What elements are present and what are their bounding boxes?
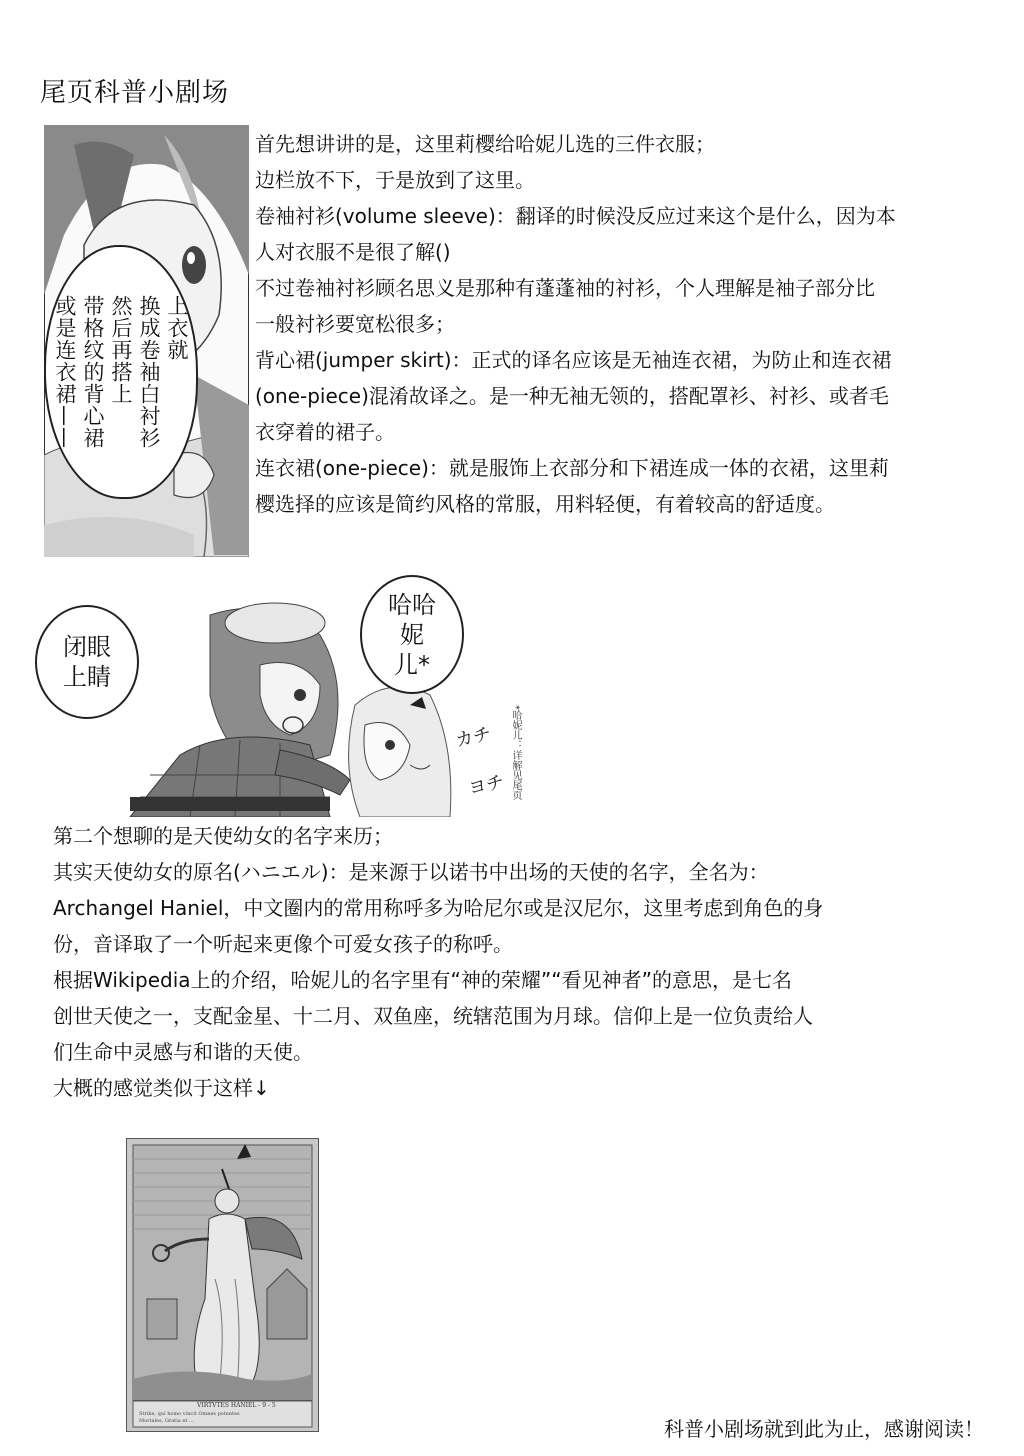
sfx-kachi: カチ [453,723,494,752]
name-line: 第二个想聊的是天使幼女的名字来历； [53,824,393,848]
bubble-text-col-4: 带格纹的背心裙 [81,295,105,449]
engraving-art [127,1139,318,1431]
intro-line: 不过卷袖衬衫顾名思义是那种有蓬蓬袖的衬衫，个人理解是袖子部分比 [255,276,875,300]
bubble-text-col-1: 上衣就 [165,295,189,361]
bubble-close-eyes-line-2: 上睛 [63,663,111,691]
engraving-caption: VIRTVTES HANIEL - 9 - 5 [197,1402,276,1409]
name-line: 创世天使之一，支配金星、十二月、双鱼座，统辖范围为月球。信仰上是一位负责给人 [53,1004,813,1028]
intro-line: 卷袖衬衫(volume sleeve)：翻译的时候没反应过来这个是什么，因为本 [255,204,896,228]
intro-line: 衣穿着的裙子。 [255,420,395,444]
manga-panel-outfit [44,125,249,557]
bubble-text-col-3: 然后再搭上 [109,295,133,405]
intro-line: 人对衣服不是很了解() [255,240,451,264]
engraving-image-haniel [126,1138,319,1432]
name-line: 们生命中灵感与和谐的天使。 [53,1040,313,1064]
bubble-close-eyes-line-1: 闭眼 [63,633,111,661]
engraving-inscription-1: Strike, qui homo vincit Omnes potentes [139,1411,240,1417]
bubble-haniel-line-3: 儿* [394,650,430,679]
name-line: Archangel Haniel，中文圈内的常用称呼多为哈尼尔或是汉尼尔，这里考虑到角色的身 [53,896,824,920]
intro-line: 一般衬衫要宽松很多； [255,312,455,336]
bubble-haniel-line-1: 哈哈 [388,590,436,619]
intro-line: 连衣裙(one-piece)：就是服饰上衣部分和下裙连成一体的衣裙，这里莉 [255,456,889,480]
bubble-haniel-line-2: 妮 [400,620,424,649]
intro-line: 边栏放不下，于是放到了这里。 [255,168,535,192]
speech-bubble-close-eyes [35,605,139,719]
intro-line: (one-piece)混淆故译之。是一种无袖无领的，搭配罩衫、衬衫、或者毛 [255,384,889,408]
name-line: 份，音译取了一个听起来更像个可爱女孩子的称呼。 [53,932,513,956]
speech-bubble-haniel [360,575,464,694]
bubble-text-col-5: 或是连衣裙—— [53,295,77,449]
name-line: 大概的感觉类似于这样↓ [53,1076,270,1100]
name-line: 其实天使幼女的原名(ハニエル)：是来源于以诺书中出场的天使的名字，全名为： [53,860,769,884]
speech-bubble-outfit [44,245,198,499]
manga-panel-haniel [30,575,540,817]
sfx-yochi: ヨチ [466,771,507,800]
name-origin-text-block [53,818,823,1106]
bubble-text-col-2: 换成卷袖白衬衫 [137,295,161,449]
intro-text-block [255,126,896,522]
intro-line: 樱选择的应该是简约风格的常服，用料轻便，有着较高的舒适度。 [255,492,835,516]
intro-line: 首先想讲讲的是，这里莉樱给哈妮儿选的三件衣服； [255,132,715,156]
ending-text: 科普小剧场就到此为止，感谢阅读！ [664,1417,984,1441]
page-title: 尾页科普小剧场 [40,78,230,108]
engraving-inscription-2: Mortales, Gratia et ... [139,1418,194,1424]
side-footnote: *哈妮儿：详解见尾页 [510,705,521,800]
intro-line: 背心裙(jumper skirt)：正式的译名应该是无袖连衣裙，为防止和连衣裙 [255,348,892,372]
name-line: 根据Wikipedia上的介绍，哈妮儿的名字里有“神的荣耀”“看见神者”的意思，是七名 [53,968,792,992]
